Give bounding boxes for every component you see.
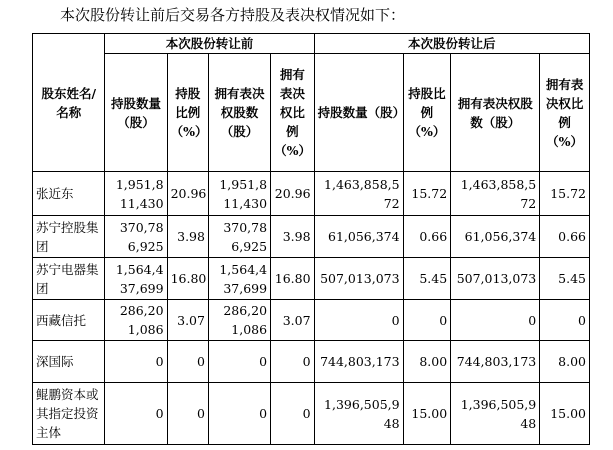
header-vote-shares-before: 拥有表决权股数（股） <box>208 54 270 172</box>
shareholding-table <box>32 33 590 445</box>
row-vote-ratio-before: 20.96 <box>271 172 314 216</box>
row-ratio-after: 5.45 <box>403 258 451 300</box>
row-shares-after: 507,013,073 <box>314 258 403 300</box>
header-after-group: 本次股份转让后 <box>314 34 589 54</box>
row-vote-ratio-after: 15.00 <box>540 383 590 445</box>
row-ratio-after: 8.00 <box>403 341 451 383</box>
table-row <box>33 172 590 216</box>
header-shares-before: 持股数量（股） <box>105 54 167 172</box>
intro-text: 本次股份转让前后交易各方持股及表决权情况如下： <box>60 6 406 24</box>
row-vote-shares-after: 1,396,505,948 <box>451 383 540 445</box>
header-vote-shares-after: 拥有表决权股数（股） <box>451 54 540 172</box>
row-ratio-before: 16.80 <box>167 258 208 300</box>
table-row <box>33 341 590 383</box>
row-ratio-after: 15.00 <box>403 383 451 445</box>
row-shares-before: 0 <box>105 341 167 383</box>
row-ratio-after: 15.72 <box>403 172 451 216</box>
row-vote-ratio-after: 0.66 <box>540 216 590 258</box>
row-ratio-before: 0 <box>167 341 208 383</box>
table-row <box>33 216 590 258</box>
row-name: 张近东 <box>33 172 105 216</box>
row-vote-shares-after: 744,803,173 <box>451 341 540 383</box>
row-vote-ratio-before: 3.07 <box>271 300 314 341</box>
row-vote-shares-before: 1,564,437,699 <box>208 258 270 300</box>
row-ratio-before: 20.96 <box>167 172 208 216</box>
table-row <box>33 383 590 445</box>
row-vote-shares-after: 0 <box>451 300 540 341</box>
row-shares-after: 744,803,173 <box>314 341 403 383</box>
row-vote-shares-after: 61,056,374 <box>451 216 540 258</box>
row-name: 深国际 <box>33 341 105 383</box>
row-vote-shares-after: 507,013,073 <box>451 258 540 300</box>
row-vote-shares-before: 0 <box>208 341 270 383</box>
row-ratio-before: 3.98 <box>167 216 208 258</box>
header-before-group: 本次股份转让前 <box>105 34 314 54</box>
row-vote-ratio-before: 0 <box>271 341 314 383</box>
row-shares-after: 1,463,858,572 <box>314 172 403 216</box>
header-vote-ratio-before: 拥有表决权比例（%） <box>271 54 314 172</box>
row-vote-ratio-after: 0 <box>540 300 590 341</box>
row-shares-after: 1,396,505,948 <box>314 383 403 445</box>
row-shares-before: 1,564,437,699 <box>105 258 167 300</box>
row-vote-shares-before: 1,951,811,430 <box>208 172 270 216</box>
row-name: 鲲鹏资本或其指定投资主体 <box>33 383 105 445</box>
row-vote-ratio-before: 16.80 <box>271 258 314 300</box>
row-vote-shares-before: 286,201,086 <box>208 300 270 341</box>
header-shareholder: 股东姓名/名称 <box>33 34 105 172</box>
row-name: 苏宁控股集团 <box>33 216 105 258</box>
row-vote-ratio-before: 0 <box>271 383 314 445</box>
header-ratio-after: 持股比例（%） <box>403 54 451 172</box>
row-name: 苏宁电器集团 <box>33 258 105 300</box>
row-ratio-before: 0 <box>167 383 208 445</box>
table-row <box>33 258 590 300</box>
row-vote-ratio-after: 5.45 <box>540 258 590 300</box>
row-shares-before: 0 <box>105 383 167 445</box>
row-shares-after: 61,056,374 <box>314 216 403 258</box>
header-vote-ratio-after: 拥有表决权比例（%） <box>540 54 590 172</box>
row-vote-shares-after: 1,463,858,572 <box>451 172 540 216</box>
header-shares-after: 持股数量（股） <box>314 54 403 172</box>
row-vote-shares-before: 370,786,925 <box>208 216 270 258</box>
row-vote-ratio-before: 3.98 <box>271 216 314 258</box>
row-vote-ratio-after: 8.00 <box>540 341 590 383</box>
row-shares-before: 286,201,086 <box>105 300 167 341</box>
row-shares-before: 1,951,811,430 <box>105 172 167 216</box>
row-shares-before: 370,786,925 <box>105 216 167 258</box>
row-ratio-before: 3.07 <box>167 300 208 341</box>
row-vote-ratio-after: 15.72 <box>540 172 590 216</box>
row-ratio-after: 0 <box>403 300 451 341</box>
table-row <box>33 300 590 341</box>
row-ratio-after: 0.66 <box>403 216 451 258</box>
row-shares-after: 0 <box>314 300 403 341</box>
row-vote-shares-before: 0 <box>208 383 270 445</box>
row-name: 西藏信托 <box>33 300 105 341</box>
header-ratio-before: 持股比例（%） <box>167 54 208 172</box>
